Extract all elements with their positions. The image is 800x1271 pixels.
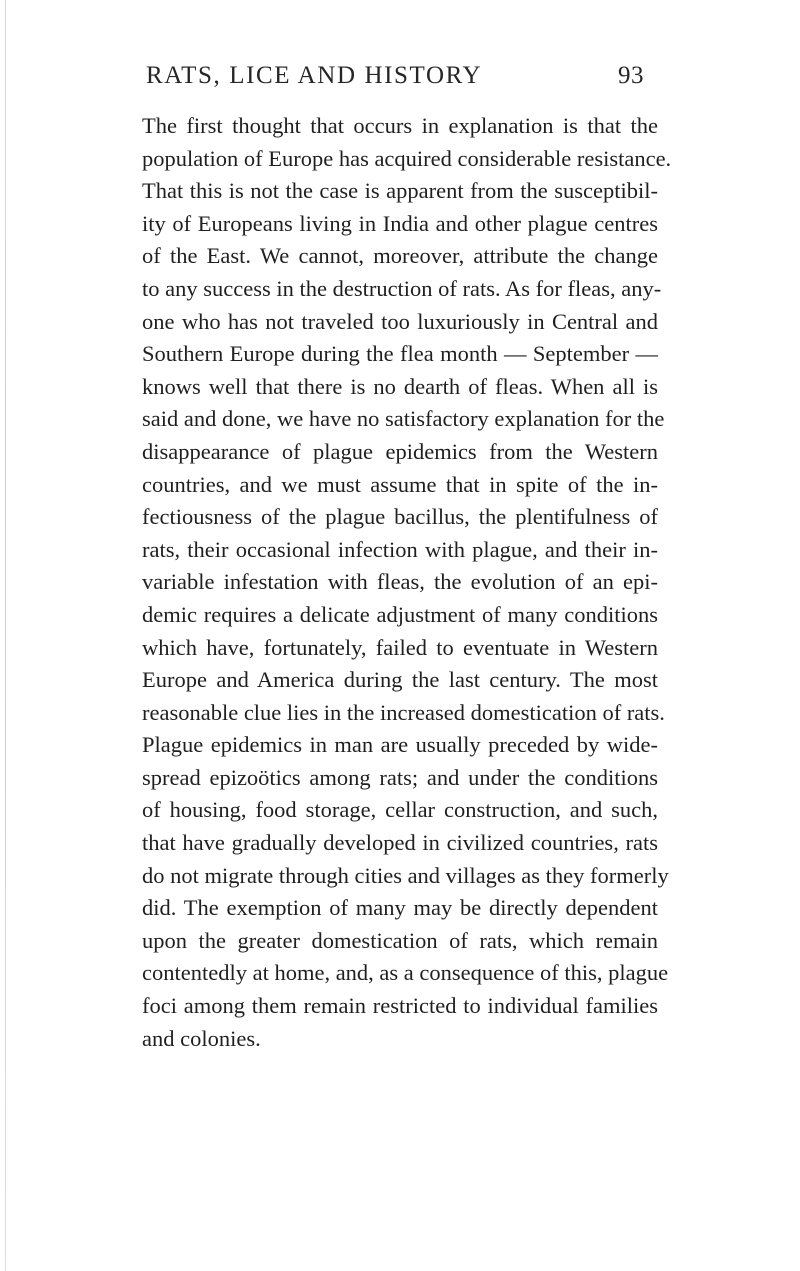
- text-line: do not migrate through cities and villages as they formerly: [142, 862, 669, 888]
- running-title: RATS, LICE AND HISTORY: [146, 62, 483, 89]
- page-edge-line: [5, 0, 6, 1271]
- text-line: disappearance of plague epidemics from the Western: [142, 438, 658, 464]
- body-paragraph: [142, 110, 672, 1055]
- running-head: [146, 62, 658, 102]
- text-line: spread epizoötics among rats; and under the conditions: [142, 764, 658, 790]
- text-line: countries, and we must assume that in spite of the in-: [142, 471, 658, 497]
- text-line: to any success in the destruction of rats. As for fleas, any-: [142, 275, 662, 301]
- text-line: population of Europe has acquired considerable resistance.: [142, 145, 672, 171]
- page-number: 93: [618, 62, 644, 89]
- text-line-last: and colonies.: [142, 1025, 261, 1051]
- text-line: Southern Europe during the flea month — September —: [142, 341, 658, 367]
- text-line: knows well that there is no dearth of fleas. When all is: [142, 373, 658, 399]
- text-line: rats, their occasional infection with plague, and their in-: [142, 536, 658, 562]
- text-line: one who has not traveled too luxuriously in Central and: [142, 308, 658, 334]
- text-line: Europe and America during the last century. The most: [142, 667, 658, 693]
- text-line: said and done, we have no satisfactory explanation for the: [142, 406, 665, 432]
- text-line: which have, fortunately, failed to eventuate in Western: [142, 634, 658, 660]
- text-line: did. The exemption of many may be directly dependent: [142, 895, 658, 921]
- text-line: contentedly at home, and, as a consequence of this, plague: [142, 960, 669, 986]
- text-line: The first thought that occurs in explanation is that the: [142, 113, 658, 138]
- text-line: upon the greater domestication of rats, which remain: [142, 927, 658, 953]
- text-line: ity of Europeans living in India and other plague centres: [142, 210, 658, 236]
- book-page: [142, 62, 672, 1055]
- text-line: of housing, food storage, cellar construction, and such,: [142, 797, 658, 823]
- text-line: That this is not the case is apparent from the susceptibil-: [142, 178, 658, 204]
- text-line: variable infestation with fleas, the evolution of an epi-: [142, 569, 658, 595]
- text-line: fectiousness of the plague bacillus, the plentifulness of: [142, 504, 658, 530]
- text-line: foci among them remain restricted to individual families: [142, 993, 658, 1019]
- text-line: reasonable clue lies in the increased domestication of rats.: [142, 699, 665, 725]
- text-line: that have gradually developed in civilized countries, rats: [142, 830, 658, 856]
- text-line: of the East. We cannot, moreover, attribute the change: [142, 243, 658, 269]
- text-line: demic requires a delicate adjustment of many conditions: [142, 601, 658, 627]
- text-line: Plague epidemics in man are usually preceded by wide-: [142, 732, 658, 758]
